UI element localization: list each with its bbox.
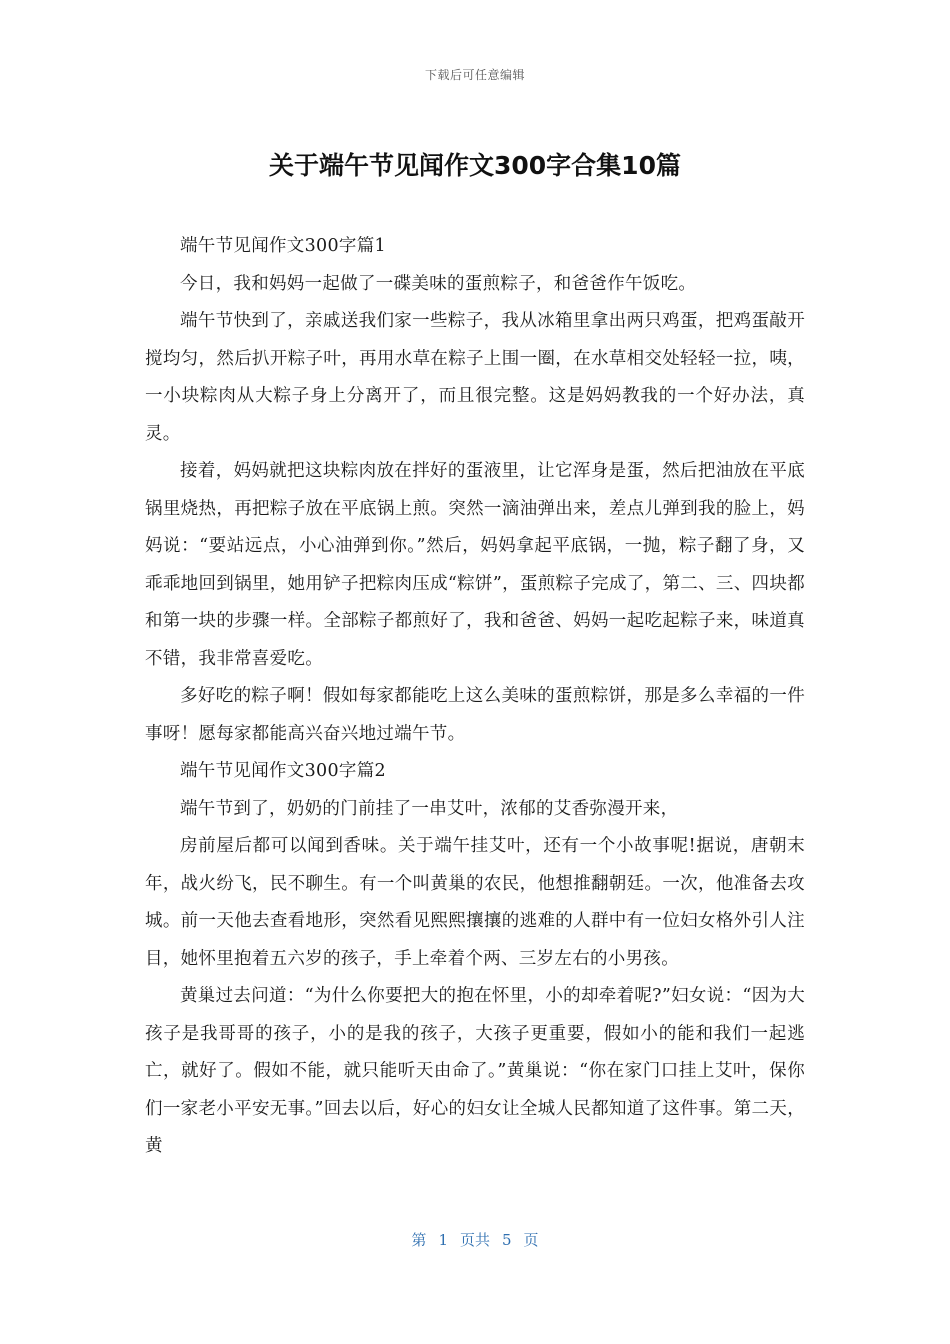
total-page-count: 5 (502, 1231, 512, 1249)
paragraph: 房前屋后都可以闻到香味。关于端午挂艾叶，还有一个小故事呢!据说，唐朝末年，战火纷飞，民不聊生。有一个叫黄巢的农民，他想推翻朝廷。一次，他准备去攻城。前一天他去查看地形，突然看见熙熙攘攘的逃难的人群中有一位妇女格外引人注目，她怀里抱着五六岁的孩子，手上牵着个两、三岁左右的小男孩。 (145, 836, 805, 969)
current-page-number: 1 (438, 1231, 448, 1249)
paragraph: 黄巢过去问道：“为什么你要把大的抱在怀里，小的却牵着呢?”妇女说：“因为大孩子是我哥哥的孩子，小的是我的孩子，大孩子更重要，假如小的能和我们一起逃亡，就好了。假如不能，就只能听天由命了。”黄巢说：“你在家门口挂上艾叶，保你们一家老小平安无事。”回去以后，好心的妇女让全城人民都知道了这件事。第二天，黄 (145, 986, 805, 1156)
paragraph: 今日，我和妈妈一起做了一碟美味的蛋煎粽子，和爸爸作午饭吃。 (180, 273, 697, 294)
section-heading-2: 端午节见闻作文300字篇2 (180, 761, 386, 781)
header-note: 下载后可任意编辑 (424, 68, 525, 82)
document-body (145, 228, 805, 1166)
page-label-suffix: 页 (523, 1231, 539, 1249)
paragraph: 多好吃的粽子啊！假如每家都能吃上这么美味的蛋煎粽饼，那是多么幸福的一件事呀！愿每家都能高兴奋兴地过端午节。 (145, 686, 805, 744)
page-label-mid: 页共 (459, 1231, 490, 1249)
document-title: 关于端午节见闻作文300字合集10篇 (269, 151, 681, 180)
page-footer (0, 1229, 950, 1250)
section-heading-1: 端午节见闻作文300字篇1 (180, 236, 386, 256)
paragraph: 端午节快到了，亲戚送我们家一些粽子，我从冰箱里拿出两只鸡蛋，把鸡蛋敲开搅均匀，然后扒开粽子叶，再用水草在粽子上围一圈，在水草相交处轻轻一拉，咦，一小块粽肉从大粽子身上分离开了，而且很完整。这是妈妈教我的一个好办法，真灵。 (145, 311, 805, 444)
paragraph: 端午节到了，奶奶的门前挂了一串艾叶，浓郁的艾香弥漫开来， (180, 798, 679, 819)
paragraph: 接着，妈妈就把这块粽肉放在拌好的蛋液里，让它浑身是蛋，然后把油放在平底锅里烧热，再把粽子放在平底锅上煎。突然一滴油弹出来，差点儿弹到我的脸上，妈妈说：“要站远点，小心油弹到你。”然后，妈妈拿起平底锅，一抛，粽子翻了身，又乖乖地回到锅里，她用铲子把粽肉压成“粽饼”，蛋煎粽子完成了，第二、三、四块都和第一块的步骤一样。全部粽子都煎好了，我和爸爸、妈妈一起吃起粽子来，味道真不错，我非常喜爱吃。 (145, 461, 805, 669)
page-label-prefix: 第 (411, 1231, 427, 1249)
